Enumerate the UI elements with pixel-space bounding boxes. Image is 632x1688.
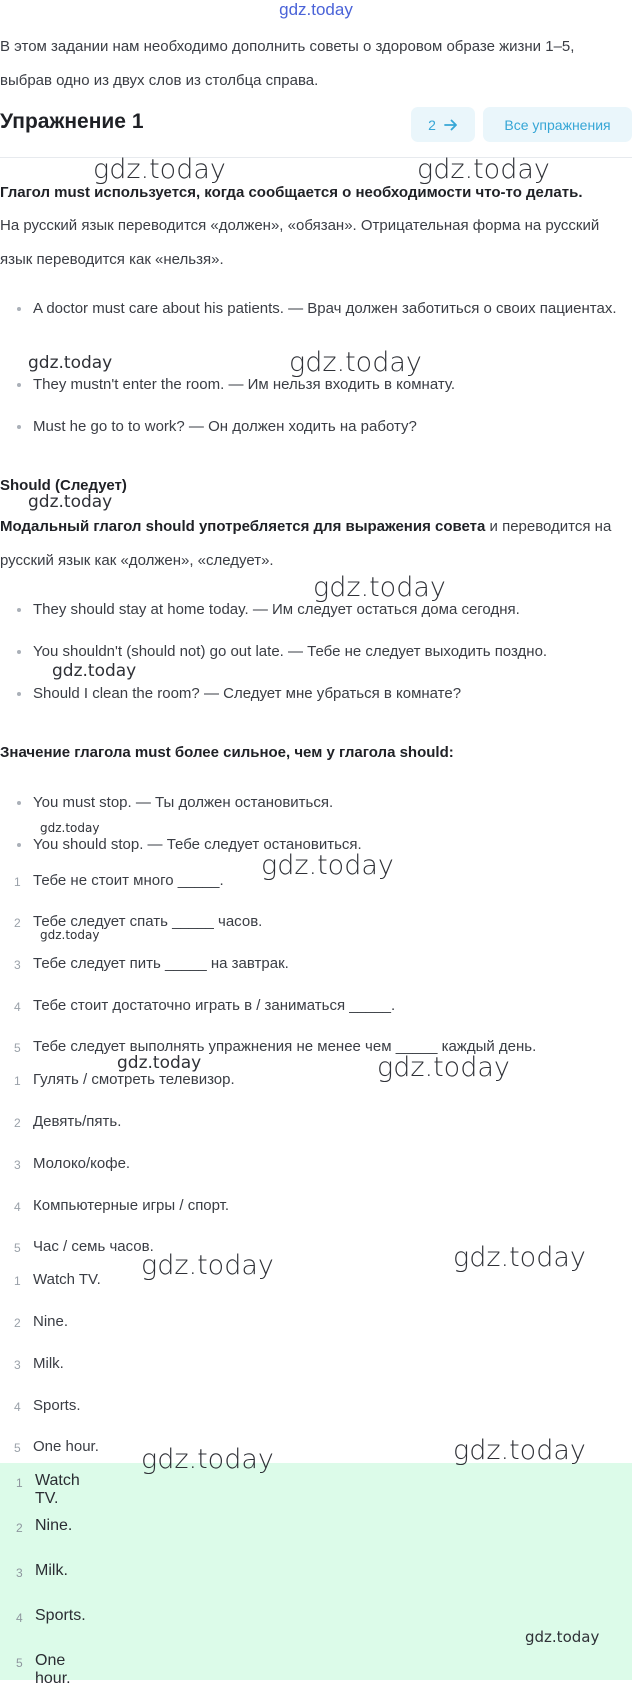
row-number: 2 bbox=[14, 1316, 21, 1330]
watermark: gdz.today bbox=[141, 1250, 274, 1281]
task-text: Тебе следует выполнять упражнения не менее чем _____ каждый день. bbox=[33, 1038, 537, 1055]
next-exercise-label: 2 bbox=[428, 116, 436, 133]
row-number: 4 bbox=[14, 1400, 21, 1414]
example-text: You must stop. — Ты должен остановиться. bbox=[33, 794, 334, 811]
exercise-title: Упражнение 1 bbox=[0, 110, 144, 133]
watermark: gdz.today bbox=[525, 1628, 600, 1646]
option-text: Компьютерные игры / спорт. bbox=[33, 1197, 230, 1214]
watermark: gdz.today bbox=[141, 1444, 274, 1475]
answer-box bbox=[0, 1463, 632, 1680]
row-number: 5 bbox=[14, 1041, 21, 1055]
example-text: They should stay at home today. — Им следует остаться дома сегодня. bbox=[33, 601, 520, 618]
row-number: 2 bbox=[14, 1116, 21, 1130]
row-number: 3 bbox=[14, 1158, 21, 1172]
example-text: Must he go to to work? — Он должен ходить на работу? bbox=[33, 418, 417, 435]
must-text: На русский язык переводится «должен», «обязан». Отрицательная форма на русский язык переводится как «нельзя». bbox=[0, 217, 600, 268]
watermark: gdz.today bbox=[28, 492, 113, 512]
bullet-dot bbox=[17, 650, 21, 654]
row-number: 3 bbox=[14, 958, 21, 972]
watermark: gdz.today bbox=[93, 154, 226, 185]
row-number: 1 bbox=[14, 1074, 21, 1088]
option-text: Молоко/кофе. bbox=[33, 1155, 131, 1172]
row-number: 1 bbox=[14, 875, 21, 889]
watermark: gdz.today bbox=[117, 1053, 202, 1073]
should-text bbox=[0, 510, 625, 578]
row-number: 2 bbox=[14, 916, 21, 930]
final-answer-text: Watch TV. bbox=[35, 1472, 80, 1507]
option-text: Гулять / смотреть телевизор. bbox=[33, 1071, 235, 1088]
row-number: 1 bbox=[14, 1274, 21, 1288]
watermark: gdz.today bbox=[40, 928, 100, 942]
row-number: 5 bbox=[14, 1441, 21, 1455]
answer-text: Watch TV. bbox=[33, 1271, 101, 1288]
final-answer-text: Milk. bbox=[35, 1562, 68, 1579]
bullet-dot bbox=[17, 692, 21, 696]
final-answer-text: Sports. bbox=[35, 1607, 86, 1624]
bullet-dot bbox=[17, 425, 21, 429]
watermark: gdz.today bbox=[417, 154, 550, 185]
task-text: Тебе стоит достаточно играть в / заниматься _____. bbox=[33, 997, 396, 1014]
watermark: gdz.today bbox=[377, 1052, 510, 1083]
should-text-bold: Модальный глагол should употребляется для выражения совета bbox=[0, 518, 486, 535]
row-number: 3 bbox=[16, 1566, 23, 1580]
must-heading: Глагол must используется, когда сообщается о необходимости что-то делать. bbox=[0, 184, 583, 201]
answer-text: One hour. bbox=[33, 1438, 99, 1455]
answer-text: Nine. bbox=[33, 1313, 69, 1330]
row-number: 5 bbox=[14, 1241, 21, 1255]
example-text: You should stop. — Тебе следует остановиться. bbox=[33, 836, 362, 853]
watermark: gdz.today bbox=[261, 850, 394, 881]
row-number: 3 bbox=[14, 1358, 21, 1372]
final-answer-text: Nine. bbox=[35, 1517, 73, 1534]
bullet-dot bbox=[17, 307, 21, 311]
watermark: gdz.today bbox=[453, 1242, 586, 1273]
task-text: Тебе следует спать _____ часов. bbox=[33, 913, 263, 930]
watermark: gdz.today bbox=[453, 1435, 586, 1466]
row-number: 5 bbox=[16, 1656, 23, 1670]
row-number: 2 bbox=[16, 1521, 23, 1535]
compare-heading: Значение глагола must более сильное, чем у глагола should: bbox=[0, 744, 454, 761]
bullet-dot bbox=[17, 801, 21, 805]
watermark: gdz.today bbox=[289, 347, 422, 378]
row-number: 1 bbox=[16, 1476, 23, 1490]
top-watermark: gdz.today bbox=[279, 0, 353, 19]
all-exercises-button[interactable]: Все упражнения bbox=[483, 107, 632, 142]
task-text: Тебе следует пить _____ на завтрак. bbox=[33, 955, 289, 972]
row-number: 4 bbox=[14, 1200, 21, 1214]
option-text: Девять/пять. bbox=[33, 1113, 122, 1130]
watermark: gdz.today bbox=[40, 821, 100, 835]
arrow-right-icon bbox=[444, 119, 458, 131]
watermark: gdz.today bbox=[313, 572, 446, 603]
example-text: They mustn't enter the room. — Им нельзя входить в комнату. bbox=[33, 376, 456, 393]
should-text-rest: и переводится на русский язык как «должен», «следует». bbox=[0, 518, 612, 569]
task-text: Тебе не стоит много _____. bbox=[33, 872, 224, 889]
example-text: A doctor must care about his patients. — Врач должен заботиться о своих пациентах. bbox=[33, 300, 617, 317]
intro-text: В этом задании нам необходимо дополнить советы о здоровом образе жизни 1–5, выбрав одно из двух слов из столбца справа. bbox=[0, 38, 575, 89]
row-number: 4 bbox=[14, 1000, 21, 1014]
example-text: You shouldn't (should not) go out late. — Тебе не следует выходить поздно. bbox=[33, 643, 548, 660]
bullet-dot bbox=[17, 843, 21, 847]
watermark: gdz.today bbox=[52, 661, 137, 681]
bullet-dot bbox=[17, 383, 21, 387]
option-text: Час / семь часов. bbox=[33, 1238, 154, 1255]
should-heading: Should (Следует) bbox=[0, 477, 127, 494]
row-number: 4 bbox=[16, 1611, 23, 1625]
watermark: gdz.today bbox=[28, 353, 113, 373]
answer-text: Milk. bbox=[33, 1355, 64, 1372]
answer-text: Sports. bbox=[33, 1397, 81, 1414]
next-exercise-button[interactable] bbox=[411, 107, 475, 142]
bullet-dot bbox=[17, 608, 21, 612]
example-text: Should I clean the room? — Следует мне убраться в комнате? bbox=[33, 685, 462, 702]
final-answer-text: One hour. bbox=[35, 1652, 71, 1687]
